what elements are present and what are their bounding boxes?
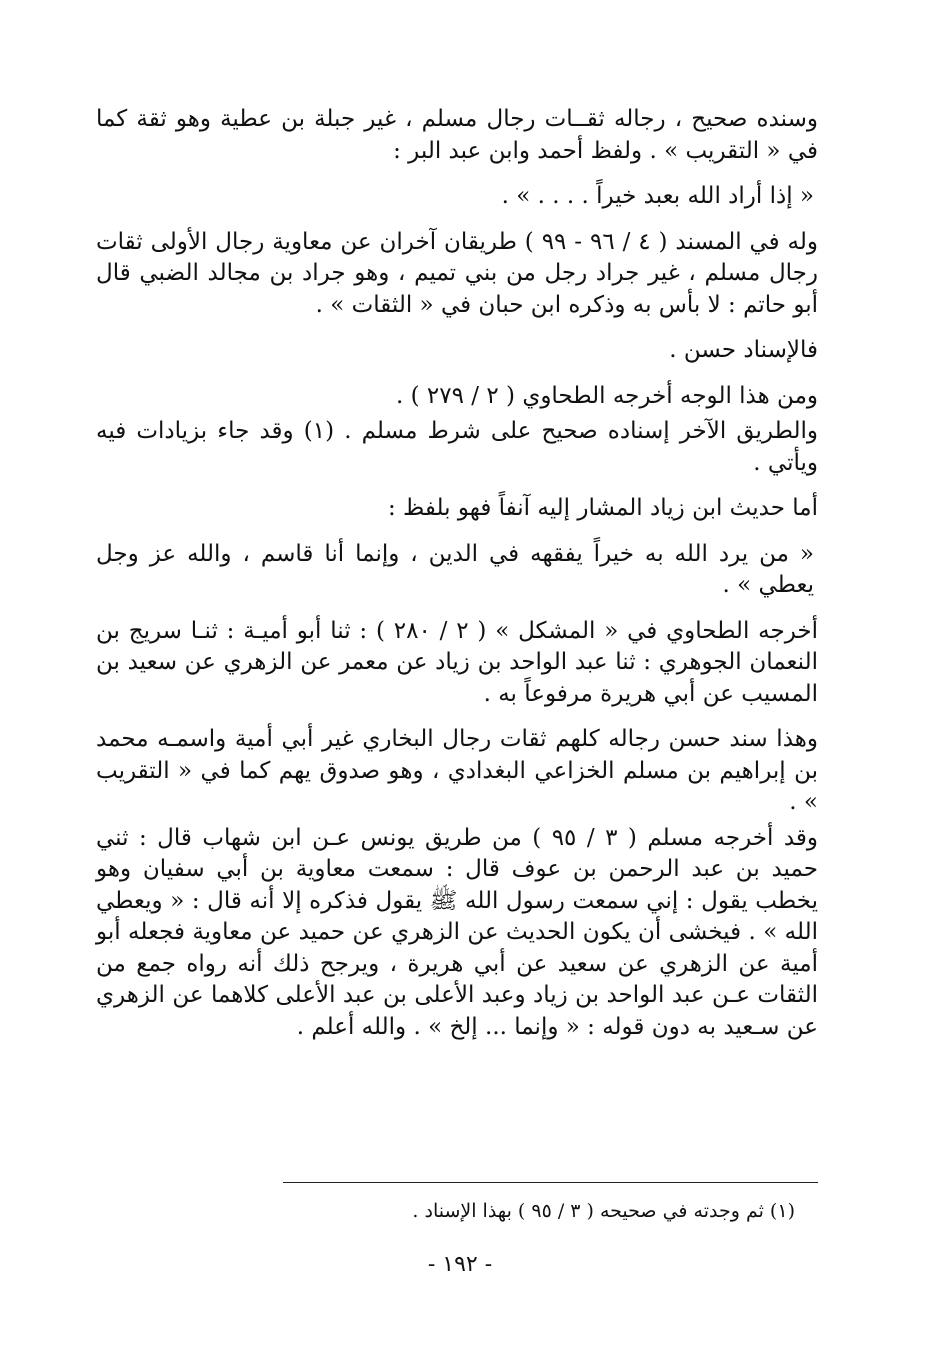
page-body bbox=[96, 104, 818, 1057]
paragraph-7: أخرجه الطحاوي في « المشكل » ( ٢ / ٢٨٠ ) : ثنا أبو أميـة : ثنـا سريج بن النعمان الجوهري : ثنا عبد الواحد بن زياد عن معمر عن الزهري عن سعيد بن المسيب عن أبي هريرة مرفوعاً به . bbox=[96, 617, 818, 707]
paragraph-5: والطريق الآخر إسناده صحيح على شرط مسلم . (١) وقد جاء بزيادات فيه ويأتي . bbox=[96, 418, 818, 476]
footnote-divider bbox=[283, 1182, 818, 1183]
paragraph-4: ومن هذا الوجه أخرجه الطحاوي ( ٢ / ٢٧٩ ) . bbox=[396, 382, 818, 409]
page-number: - ١٩٢ - bbox=[427, 1252, 493, 1277]
paragraph-1: وسنده صحيح ، رجاله ثقــات رجال مسلم ، غير جبلة بن عطية وهو ثقة كما في « التقريب » . ولفظ أحمد وابن عبد البر : bbox=[96, 106, 818, 164]
quote-1: « إذا أراد الله بعبد خيراً . . . . » . bbox=[501, 183, 814, 209]
paragraph-9: وقد أخرجه مسلم ( ٣ / ٩٥ ) من طريق يونس عـن ابن شهاب قال : ثني حميد بن عبد الرحمن بن عوف قال : سمعت معاوية بن أبي سفيان وهو يخطب يقول : إني سمعت رسول الله ﷺ يقول فذكره إلا أنه قال : « ويعطي الله » . فيخشى أن يكون الحديث عن الزهري عن حميد عن معاوية فجعله أبو أمية عن الزهري عن سعيد عن أبي هريرة ، ويرجح ذلك أنه رواه جمع من الثقات عـن عبد الواحد بن زياد وعبد الأعلى بن عبد الأعلى كلاهما عن الزهري عن سـعيد به دون قوله : « وإنما ... إلخ » . والله أعلم . bbox=[96, 824, 819, 1040]
quote-2: « من يرد الله به خيراً يفقهه في الدين ، وإنما أنا قاسم ، والله عز وجل يعطي » . bbox=[96, 540, 814, 598]
paragraph-6: أما حديث ابن زياد المشار إليه آنفاً فهو بلفظ : bbox=[388, 495, 818, 521]
paragraph-2: وله في المسند ( ٤ / ٩٦ - ٩٩ ) طريقان آخران عن معاوية رجال الأولى ثقات رجال مسلم ، غير جراد رجل من بني تميم ، وهو جراد بن مجالد الضبي قال أبو حاتم : لا بأس به وذكره ابن حبان في « الثقات » . bbox=[96, 228, 819, 318]
paragraph-3: فالإسناد حسن . bbox=[669, 337, 818, 363]
paragraph-8: وهذا سند حسن رجاله كلهم ثقات رجال البخاري غير أبي أمية واسمـه محمد بن إبراهيم بن مسلم الخزاعي البغدادي ، وهو صدوق يهم كما في « التقريب » . bbox=[96, 726, 818, 815]
footnote: (١) ثم وجدته في صحيحه ( ٣ / ٩٥ ) بهذا الإسناد . bbox=[412, 1200, 795, 1222]
